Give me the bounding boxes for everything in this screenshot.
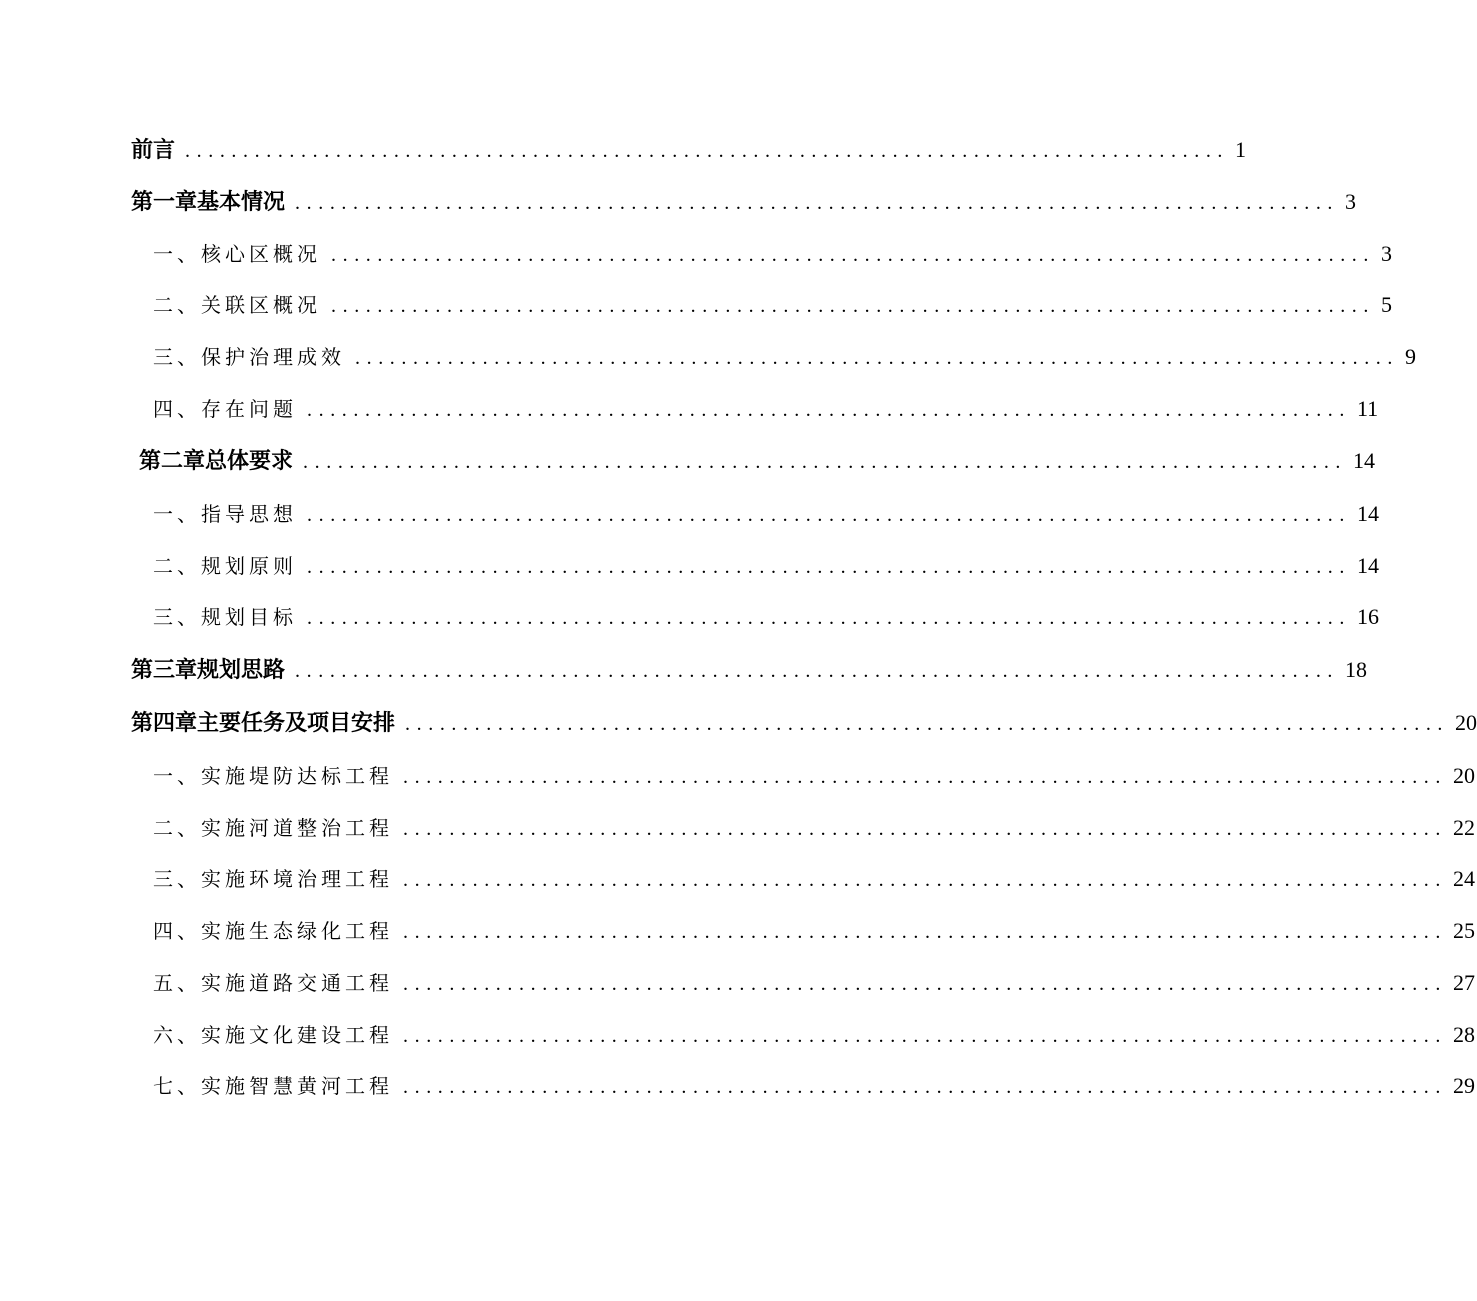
dot-leader: ..........................................................................................	[405, 713, 1450, 735]
dot-leader: ..........................................................................................	[331, 295, 1375, 317]
toc-entry-title: 七、实施智慧黄河工程	[153, 1074, 393, 1098]
dot-leader: ..........................................................................................	[307, 607, 1351, 629]
toc-entry-title: 四、实施生态绿化工程	[153, 919, 393, 943]
dot-leader: ..........................................................................................	[185, 140, 1230, 162]
dot-leader: ..........................................................................................	[403, 818, 1447, 840]
toc-entry-title: 五、实施道路交通工程	[153, 971, 393, 995]
toc-entry-page: 5	[1381, 292, 1392, 317]
dot-leader: ..........................................................................................	[307, 556, 1351, 578]
toc-entry-page: 20	[1453, 763, 1475, 788]
dot-leader: ..........................................................................................	[403, 921, 1447, 943]
dot-leader: ..........................................................................................	[403, 766, 1447, 788]
toc-entry[interactable]	[153, 914, 1475, 948]
toc-entry[interactable]	[153, 237, 1392, 271]
toc-entry-page: 25	[1453, 918, 1475, 943]
toc-entry-page: 14	[1353, 448, 1376, 473]
toc-entry-title: 三、规划目标	[153, 605, 297, 629]
toc-entry-title: 第二章总体要求	[139, 449, 294, 474]
toc-entry-page: 22	[1453, 815, 1475, 840]
toc-entry-page: 20	[1455, 710, 1477, 735]
toc-entry-title: 三、保护治理成效	[153, 345, 345, 369]
dot-leader: ..........................................................................................	[303, 451, 1348, 473]
dot-leader: ..........................................................................................	[403, 869, 1447, 891]
toc-entry[interactable]	[153, 862, 1475, 896]
toc-entry-page: 28	[1453, 1022, 1475, 1047]
dot-leader: ..........................................................................................	[355, 347, 1399, 369]
toc-entry-title: 一、核心区概况	[153, 242, 321, 266]
toc-entry-page: 1	[1235, 137, 1247, 162]
toc-entry-page: 18	[1345, 657, 1368, 682]
toc-entry[interactable]	[153, 1069, 1475, 1103]
toc-entry[interactable]	[131, 706, 1477, 740]
toc-entry[interactable]	[139, 444, 1376, 478]
toc-entry[interactable]	[131, 185, 1357, 219]
toc-entry-page: 14	[1357, 553, 1379, 578]
toc-entry-page: 3	[1345, 189, 1357, 214]
dot-leader: ..........................................................................................	[403, 1076, 1447, 1098]
toc-entry-title: 二、关联区概况	[153, 293, 321, 317]
toc-entry-title: 三、实施环境治理工程	[153, 867, 393, 891]
toc-entry[interactable]	[131, 653, 1368, 687]
toc-entry-title: 一、实施堤防达标工程	[153, 764, 393, 788]
toc-entry-page: 16	[1357, 604, 1379, 629]
dot-leader: ..........................................................................................	[403, 973, 1447, 995]
toc-entry[interactable]	[153, 340, 1416, 374]
toc-entry[interactable]	[153, 1018, 1475, 1052]
toc-entry[interactable]	[153, 549, 1379, 583]
toc-entry-title: 四、存在问题	[153, 397, 297, 421]
toc-entry[interactable]	[153, 811, 1475, 845]
toc-entry-title: 前言	[131, 138, 176, 163]
dot-leader: ..........................................................................................	[295, 192, 1340, 214]
toc-entry-page: 27	[1453, 970, 1475, 995]
toc-entry-page: 29	[1453, 1073, 1475, 1098]
dot-leader: ..........................................................................................	[403, 1025, 1447, 1047]
toc-entry-page: 24	[1453, 866, 1475, 891]
toc-entry-page: 9	[1405, 344, 1416, 369]
toc-entry-page: 14	[1357, 501, 1379, 526]
toc-entry[interactable]	[153, 392, 1379, 426]
toc-entry-title: 二、规划原则	[153, 554, 297, 578]
dot-leader: ..........................................................................................	[307, 399, 1351, 421]
toc-entry[interactable]	[153, 497, 1379, 531]
toc-entry-title: 第四章主要任务及项目安排	[131, 711, 396, 736]
toc-entry[interactable]	[153, 966, 1475, 1000]
toc-entry[interactable]	[153, 759, 1475, 793]
toc-entry-page: 11	[1357, 396, 1379, 421]
dot-leader: ..........................................................................................	[331, 244, 1375, 266]
toc-entry-page: 3	[1381, 241, 1392, 266]
dot-leader: ..........................................................................................	[307, 504, 1351, 526]
dot-leader: ..........................................................................................	[295, 660, 1340, 682]
toc-entry-title: 第三章规划思路	[131, 658, 286, 683]
toc-entry-title: 二、实施河道整治工程	[153, 816, 393, 840]
toc-entry-title: 一、指导思想	[153, 502, 297, 526]
toc-entry[interactable]	[153, 600, 1379, 634]
toc-entry[interactable]	[131, 133, 1247, 167]
toc-entry[interactable]	[153, 288, 1392, 322]
toc-entry-title: 第一章基本情况	[131, 190, 286, 215]
toc-entry-title: 六、实施文化建设工程	[153, 1023, 393, 1047]
